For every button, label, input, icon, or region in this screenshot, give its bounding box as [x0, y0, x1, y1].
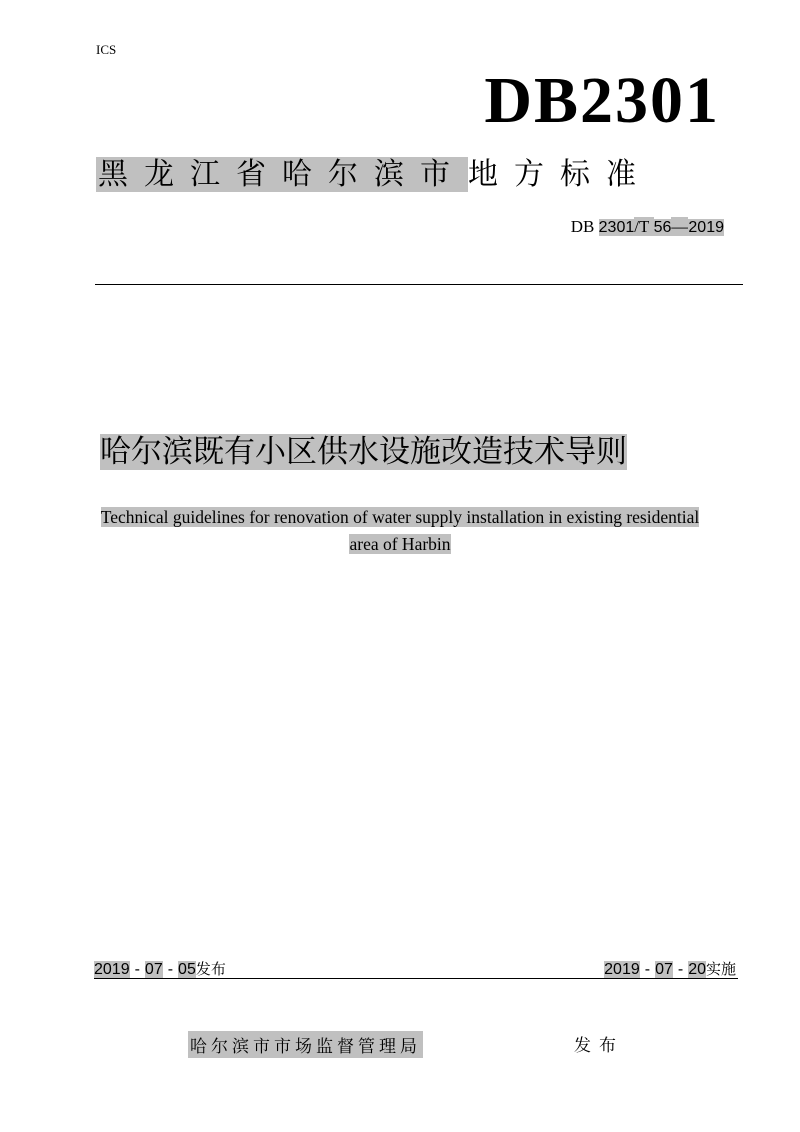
implement-month: 07	[655, 961, 673, 978]
footer-divider	[94, 978, 738, 979]
standard-number-seq: 56	[653, 219, 672, 236]
implement-label: 实施	[705, 960, 736, 978]
publish-date	[94, 958, 226, 979]
publish-sep-1: -	[134, 961, 140, 978]
implement-year: 2019	[604, 961, 640, 978]
standard-number-suffix: T	[638, 217, 650, 236]
standard-region-text: 黑龙江省哈尔滨市	[98, 157, 466, 192]
document-title-chinese	[100, 430, 627, 474]
title-cn-text: 哈尔滨既有小区供水设施改造技术导则	[100, 434, 627, 470]
standard-type-line	[96, 155, 652, 195]
publish-day: 05	[178, 961, 196, 978]
issuing-authority: 哈尔滨市市场监督管理局	[188, 1031, 423, 1058]
implement-sep-1: -	[644, 961, 651, 978]
implement-sep-2: -	[677, 961, 684, 978]
issue-label: 发布	[574, 1036, 624, 1056]
standard-number-code: 2301	[598, 219, 635, 236]
implement-day: 20	[688, 961, 706, 978]
title-en-line1: Technical guidelines for renovation of water supply installation in existing residential	[100, 507, 700, 527]
ics-label: ICS	[96, 42, 117, 57]
standard-number-year: 2019	[688, 219, 724, 236]
standard-number-prefix: DB	[570, 217, 595, 236]
standard-number-dash: —	[671, 217, 689, 236]
header-divider	[95, 284, 743, 285]
standard-number	[571, 217, 724, 237]
publish-month: 07	[144, 961, 163, 978]
publish-year: 2019	[94, 961, 130, 978]
standard-number-slash: /	[634, 217, 639, 236]
document-title-english	[40, 504, 760, 558]
implement-date	[604, 958, 736, 979]
publish-sep-2: -	[167, 961, 174, 978]
standard-category-text: 地方标准	[468, 157, 652, 192]
standard-code-heading: DB2301	[484, 64, 720, 137]
publish-label: 发布	[195, 960, 226, 978]
title-en-line2: area of Harbin	[349, 534, 451, 554]
